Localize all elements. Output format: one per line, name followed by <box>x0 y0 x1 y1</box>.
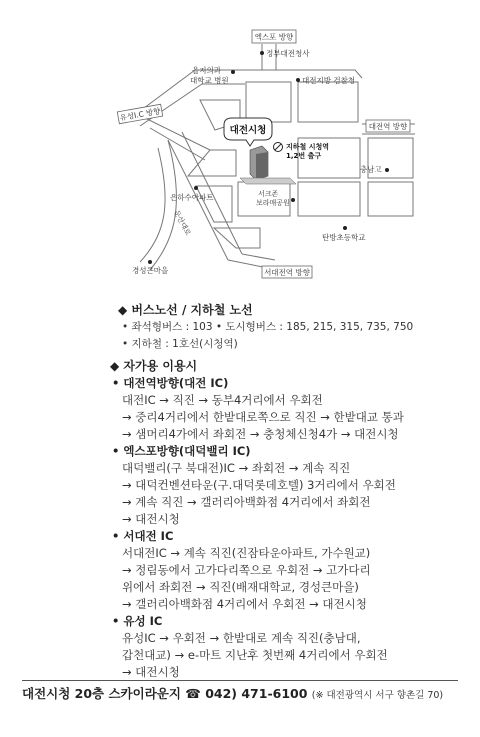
footer-venue-phone: 대전시청 20층 스카이라운지 ☎ 042) 471-6100 <box>22 686 308 701</box>
route-line: 대덕밸리(구 북대전)IC → 좌회전 → 계속 직진 <box>122 461 351 475</box>
eulji-label-1: 을지의과 <box>192 66 221 75</box>
route-line: 위에서 좌회전 → 직진(배재대학교, 경성큰마을) <box>122 580 359 594</box>
route-line: → 샘머리4가에서 좌회전 → 충청체신청4가 → 대전시청 <box>122 427 399 441</box>
route-line: 유성IC → 우회전 → 한밭대로 계속 직진(충남대, <box>122 631 361 645</box>
route-head: • 대전역방향(대전 IC) <box>112 376 229 390</box>
eunha-apt-label: 은하수아파트 <box>170 193 214 202</box>
route-line: → 갤러리아백화점 4거리에서 우회전 → 대전시청 <box>122 597 367 611</box>
svg-text:서크존: 서크존 <box>258 190 279 198</box>
car-title: ◆ 자가용 이용시 <box>110 359 198 373</box>
daejeon-direction-label: 대전역 방향 <box>368 122 408 131</box>
yuseong-direction-label: 유성I.C 방향 <box>119 106 162 123</box>
route-line: → 계속 직진 → 갤러리아백화점 4거리에서 좌회전 <box>122 495 371 509</box>
subway-exit-label-2: 1,2번 출구 <box>286 152 322 160</box>
prosecutor-marker <box>296 78 300 82</box>
route-head: • 서대전 IC <box>112 529 174 543</box>
tanbang-school-marker <box>343 226 347 230</box>
subway-station-icon <box>274 143 283 152</box>
route-line: 갑천대교) → e-마트 지난후 첫번째 4거리에서 우회전 <box>122 648 388 662</box>
eulji-label-2: 대학교 병원 <box>190 76 229 85</box>
route-line: → 대전시청 <box>122 665 180 679</box>
gov-complex-marker <box>260 51 264 55</box>
transit-title: ◆ 버스노선 / 지하철 노선 <box>118 303 253 317</box>
footer-divider <box>22 680 458 681</box>
subway-exit-label-1: 지하철 시청역 <box>286 143 330 151</box>
route-line: 서대전IC → 계속 직진(진잠타운아파트, 가수원교) <box>122 546 371 560</box>
location-map <box>0 0 480 290</box>
chungnam-hs-marker <box>385 168 389 172</box>
bus-routes: • 좌석형버스 : 103 • 도시형버스 : 185, 215, 315, 735, 750 <box>122 321 414 333</box>
chungnam-hs-label: 충남고 <box>360 165 382 174</box>
gov-complex-label: 정부대전청사 <box>266 49 310 58</box>
route-line: → 대전시청 <box>122 512 180 526</box>
subway-route: • 지하철 : 1호선(시청역) <box>122 338 238 350</box>
svg-text:보라매공원: 보라매공원 <box>256 199 290 207</box>
footer-address: (※ 대전광역시 서구 향촌길 70) <box>311 690 444 701</box>
dunsan-road-label: 둔산대로 <box>172 209 193 237</box>
gyeongseong-marker <box>148 260 152 264</box>
boramae-park-marker <box>291 198 295 202</box>
city-hall-label: 대전시청 <box>229 125 267 136</box>
route-line: 대전IC → 직진 → 동부4거리에서 우회전 <box>122 393 323 407</box>
expo-direction-label: 엑스포 방향 <box>254 32 294 42</box>
route-line: → 중리4거리에서 한밭대로쪽으로 직진 → 한밭대교 통과 <box>122 410 404 424</box>
diamond-bullet-icon: ◆ <box>110 359 124 373</box>
prosecutor-label: 대전지방 검찰청 <box>302 76 356 85</box>
tanbang-school-label: 탄방초등학교 <box>322 233 366 242</box>
eunha-apt-marker <box>194 186 198 190</box>
seodaejeon-direction-label: 서대전역 방향 <box>264 268 310 277</box>
city-hall-callout <box>224 118 272 146</box>
route-line: → 대덕컨벤션타운(구.대덕롯데호텔) 3거리에서 우회전 <box>122 478 396 492</box>
route-head: • 유성 IC <box>112 614 163 628</box>
route-line: → 정림동에서 고가다리쪽으로 우회전 → 고가다리 <box>122 563 371 577</box>
diamond-bullet-icon: ◆ <box>118 303 132 317</box>
gyeongseong-label: 경성큰마을 <box>132 266 169 275</box>
eulji-hospital-marker <box>231 70 235 74</box>
route-head: • 엑스포방향(대덕밸리 IC) <box>112 444 251 458</box>
footer <box>22 684 443 702</box>
